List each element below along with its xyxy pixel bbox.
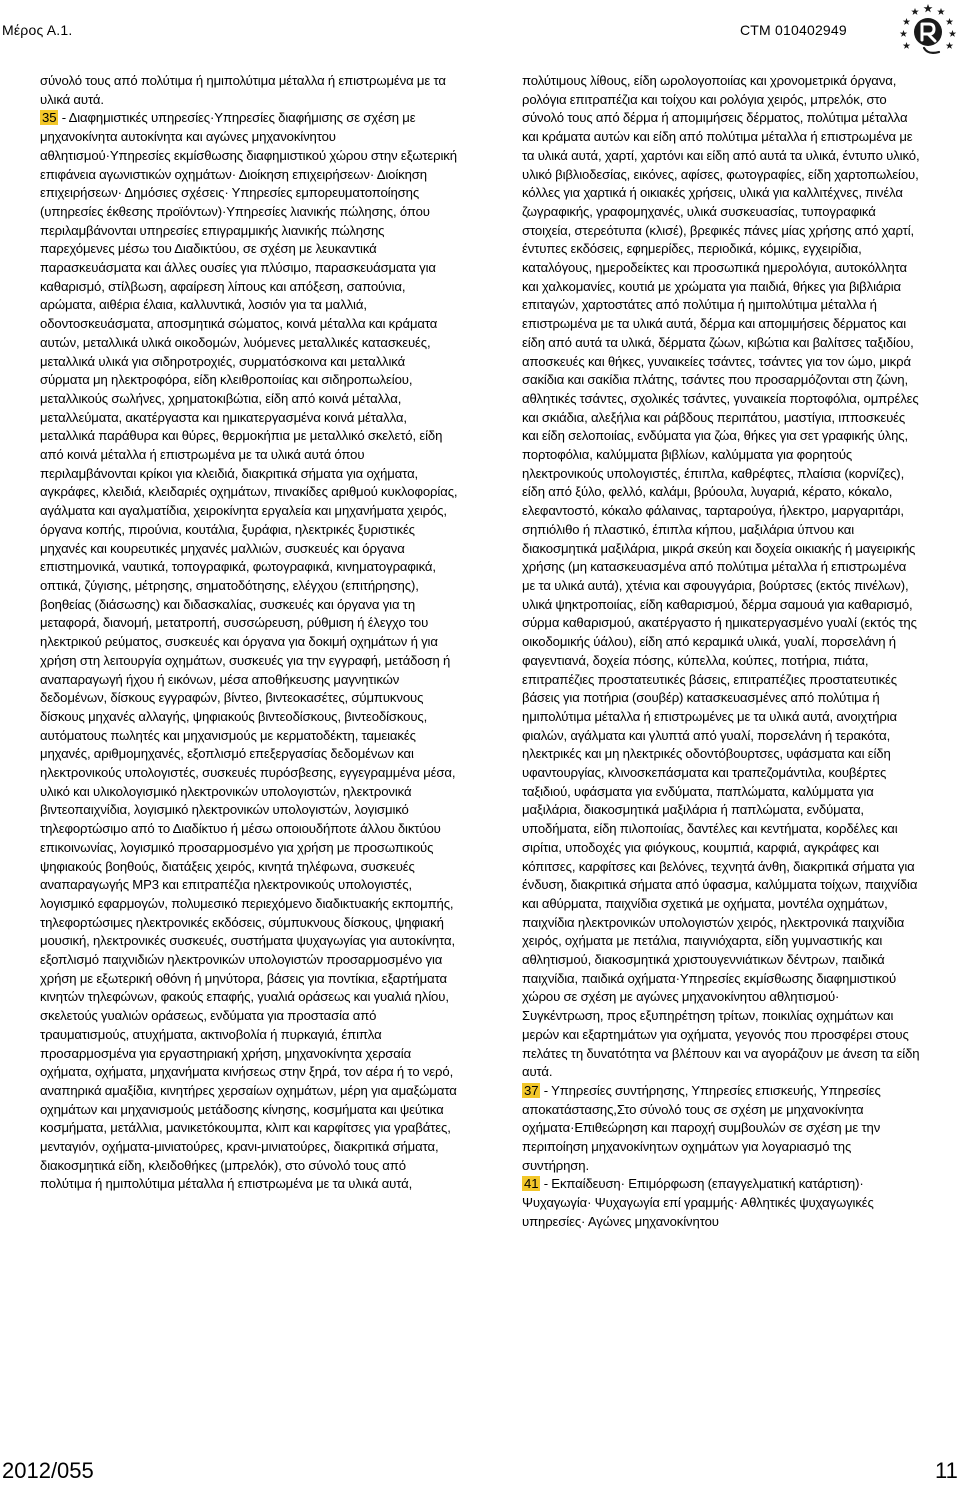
paragraph-class-37	[522, 1082, 920, 1176]
class-35-text: - Διαφημιστικές υπηρεσίες·Υπηρεσίες διαφήμισης σε σχέση με μηχανοκίνητα αυτοκίνητα και αγώνες μηχανοκίνητου αθλητισμού·Υπηρεσίες εκμίσθωσης διαφημιστικού χώρου στην εξωτερική επιφάνεια αγωνιστικών οχημάτων· Διοίκηση επιχειρήσεων· Διοίκηση επιχειρήσεων· Δημόσιες σχέσεις· Υπηρεσίες εμπορευματοποίησης (υπηρεσίες έκθεσης προϊόντων)·Υπηρεσίες λιανικής πώλησης, όπου περιλαμβάνονται υπηρεσίες επιγραμμικής λιανικής πώλησης παρεχόμενες μέσω του Διαδικτύου, σε σχέση με λευκαντικά παρασκευάσματα και άλλες ουσίες για πλύσιμο, παρασκευάσματα για καθαρισμό, στίλβωση, αφαίρεση λίπους και απόξεση, σαπούνια, αρώματα, αιθέρια έλαια, καλλυντικά, λοσιόν για τα μαλλιά, οδοντοσκευάσματα, αποσμητικά σώματος, κοινά μέταλλα και κράματα αυτών, μεταλλικά υλικά οικοδομών, λυόμενες μεταλλικές κατασκευές, μεταλλικά υλικά για σιδηροτροχιές, συρματόσκοινα και μεταλλικά σύρματα μη ηλεκτροφόρα, είδη κλειθροποιίας και σιδηροπωλείου, μεταλλικούς σωλήνες, χρηματοκιβώτια, είδη από κοινά μέταλλα, μεταλλεύματα, ακατέργαστα και ημικατεργασμένα κοινά μέταλλα, μεταλλικά παράθυρα και θύρες, θερμοκήπια με μεταλλικό σκελετό, είδη από κοινά μέταλλα ή επιστρωμένα με τα υλικά αυτά όπου περιλαμβάνονται κρίκοι για κλειδιά, διακριτικά σήματα για οχήματα, αγκράφες, κλειδιά, κλειδαριές οχημάτων, πινακίδες αριθμού κυκλοφορίας, αγάλματα και αγαλματίδια, χειροκίνητα εργαλεία και μηχανήματα χειρός, όργανα κοπής, πιρούνια, κουτάλια, ξυράφια, ηλεκτρικές ξυριστικές μηχανές και κουρευτικές μηχανές μαλλιών, συσκευές και όργανα επιστημονικά, ναυτικά, τοπογραφικά, φωτογραφικά, κινηματογραφικά, οπτικά, ζύγισης, μέτρησης, σηματοδότησης, ελέγχου (επιτήρησης), βοηθείας (διάσωσης) και διδασκαλίας, συσκευές και όργανα για τη μεταφορά, διανομή, μετατροπή, συσσώρευση, ρύθμιση ή έλεγχο του ηλεκτρικού ρεύματος, συσκευές και όργανα για δοκιμή οχημάτων ή για χρήση στη λειτουργία οχημάτων, συσκευές για την εγγραφή, μετάδοση ή αναπαραγωγή ήχου ή εικόνων, μέσα αποθήκευσης μαγνητικών δεδομένων, δίσκους εγγραφών, βίντεο, βιντεοκασέτες, σύμπυκνους δίσκους μηχανές αλλαγής, ψηφιακούς βιντεοδίσκους, βιντεοδίσκους, αυτόματους πωλητές και μηχανισμούς με κερματοδέκτη, ταμειακές μηχανές, αριθμομηχανές, εξοπλισμό επεξεργασίας δεδομένων και ηλεκτρονικούς υπολογιστές, συσκευές πυρόσβεσης, εγγεγραμμένα μέσα, υλικό και υλικολογισμικό ηλεκτρονικών υπολογιστών, ηλεκτρονικά βιντεοπαιχνίδια, λογισμικό ηλεκτρονικών υπολογιστών, λογισμικό τηλεφορτώσιμο από το Διαδίκτυο ή μέσω οποιουδήποτε άλλου δικτύου επικοινωνίας, λογισμικό προσαρμοσμένο για χρήση με προσωπικούς ψηφιακούς βοηθούς, διατάξεις χειρός, κινητά τηλέφωνα, συσκευές αναπαραγωγής MP3 και επιτραπέζια ηλεκτρονικούς υπολογιστές, λογισμικό εφαρμογών, πολυμεσικό περιεχόμενο διαδικτυακής εκπομπής, τηλεφορτώσιμες ηλεκτρονικές εκδόσεις, σύμπυκνους δίσκους, ψηφιακή μουσική, ηλεκτρονικές συσκευές, συστήματα ψυχαγωγίας για αυτοκίνητα, εξοπλισμό παιχνιδιών ηλεκτρονικών υπολογιστών προσαρμοσμένο για χρήση με εξωτερική οθόνη ή μηνύτορα, βάσεις για ποντίκια, εξαρτήματα κινητών τηλεφώνων, φακούς επαφής, γυαλιά οράσεως και γυαλιά ηλίου, σκελετούς γυαλιών οράσεως, ενδύματα για προστασία από τραυματισμούς, ατυχήματα, ακτινοβολία ή πυρκαγιά, έπιπλα προσαρμοσμένα για εργαστηριακή χρήση, μηχανοκίνητα χερσαία οχήματα, οχήματα, μηχανήματα κινήσεως στην ξηρά, τον αέρα ή το νερό, αναπηρικά αμαξίδια, κινητήρες χερσαίων οχημάτων, μέρη για αμαξώματα οχημάτων και μηχανισμούς μετάδοσης κίνησης, κοσμήματα και ψεύτικα κοσμήματα, μετάλλια, μανικετόκουμπα, κλιπ και καρφίτσες για γραβάτες, μενταγιόν, οχήματα-μινιατούρες, κρανι-μινιατούρες, διακριτικά σήματα, διακοσμητικά είδη, κλειδοθήκες (μπρελόκ), στο σύνολό τους από πολύτιμα ή ημιπολύτιμα μέταλλα ή επιστρωμένα με τα υλικά αυτά,	[40, 110, 458, 1192]
left-column	[40, 72, 458, 1194]
class-number-41: 41	[524, 1176, 539, 1192]
paragraph-continuation	[522, 72, 920, 1082]
continuation-text: πολύτιμους λίθους, είδη ωρολογοποιίας και χρονομετρικά όργανα, ρολόγια επιτραπέζια και τοίχου και ρολόγια χειρός, μπρελόκ, στο σύνολό τους από δέρμα ή απομιμήσεις δέρματος, πολύτιμα μέταλλα και κράματα αυτών και είδη από πολύτιμα μέταλλα ή επιστρωμένα με τα υλικά αυτά, χαρτί, χαρτόνι και είδη από αυτά τα υλικά, έντυπο υλικό, υλικό βιβλιοδεσίας, εικόνες, αφίσες, φωτογραφίες, είδη χαρτοπωλείου, κόλλες για χαρτικά ή οικιακές χρήσεις, υλικά για καλλιτέχνες, πινέλα ζωγραφικής, γραφομηχανές, υλικά συσκευασίας, τυπογραφικά στοιχεία, στερεότυπα (κλισέ), βρεφικές πάνες μίας χρήσης από χαρτί, έντυπες εκδόσεις, εφημερίδες, περιοδικά, κόμικς, εγχειρίδια, καταλόγους, ημεροδείκτες και προσωπικά ημερολόγια, αυτοκόλλητα και χαλκομανίες, κουτιά με χρώματα για παιδιά, θήκες για βιβλιάρια επιταγών, χαρτοστάτες από πολύτιμα ή ημιπολύτιμα μέταλλα ή επιστρωμένα με τα υλικά αυτά, δέρμα και απομιμήσεις δέρματος και είδη από αυτά τα υλικά, δέρματα ζώων, κιβώτια και βαλίτσες ταξιδίου, αποσκευές και θήκες, γυναικείες τσάντες, τσάντες για τον ώμο, μικρά σακίδια και σακίδια πλάτης, τσάντες που προσαρμόζονται στη ζώνη, αθλητικές τσάντες, σχολικές τσάντες, γυναικεία πορτοφόλια, ομπρέλες και σκιάδια, αλεξήλια και ράβδους περιπάτου, μαστίγια, ιπποσκευές και είδη σελοποιίας, ενδύματα για ζώα, θήκες για σετ γραφικής ύλης, πορτοφόλια, καλύμματα βιβλίων, καλύμματα για φορητούς ηλεκτρονικούς υπολογιστές, έπιπλα, καθρέφτες, πλαίσια (κορνίζες), είδη από ξύλο, φελλό, καλάμι, βρύουλα, λυγαριά, κέρατο, κόκαλο, ελεφαντοστό, κόκαλο φάλαινας, ταρταρούγα, ήλεκτρο, μαργαριτάρι, σηπιόλιθο ή πλαστικό, έπιπλα κήπου, μαξιλάρια ύπνου και διακοσμητικά μαξιλάρια, μικρά σκεύη και δοχεία οικιακής ή μαγειρικής χρήσης (μη κατασκευασμένα από πολύτιμα μέταλλα ή επιστρωμένα με τα υλικά αυτά), χτένια και σφουγγάρια, βούρτσες (εκτός πινέλων), υλικά ψηκτροποιίας, είδη καθαρισμού, δέρμα σαμουά για καθαρισμό, σύρμα καθαρισμού, ακατέργαστο ή ημικατεργασμένο γυαλί (εκτός της οικοδομικής ύάλου), είδη από κεραμικά υλικά, γυαλί, πορσελάνη ή φαγεντιανά, δοχεία πόσης, κύπελλα, κούπες, ποτήρια, πιάτα, επιτραπέζιες προστατευτικές βάσεις, επιτραπέζιες προστατευτικές βάσεις για ποτήρια (σουβέρ) κατασκευασμένες από πολύτιμα ή ημιπολύτιμα μέταλλα ή επιστρωμένες με τα υλικά αυτά, ανοιχτήρια φιαλών, αγάλματα και γλυπτά από γυαλί, πορσελάνη ή τερακότα, ηλεκτρικές και μη ηλεκτρικές οδοντόβουρτσες, υφάσματα και είδη υφαντουργίας, κλινοσκεπάσματα και τραπεζομάντιλα, κουβέρτες ταξιδιού, υφάσματα για ενδύματα, παπλώματα, καλύμματα για μαξιλάρια, διακοσμητικά μαξιλάρια ή παπλώματα, ενδύματα, υποδήματα, είδη πιλοποιίας, δαντέλες και κεντήματα, κορδέλες και σιρίτια, υποδοχές για φιόγκους, κουμπιά, καρφιά, αγκράφες και κόπιτσες, καρφίτσες και βελόνες, τεχνητά άνθη, διακριτικά σήματα για ένδυση, διακριτικά σήματα από ύφασμα, καλύμματα τοίχων, παιχνίδια και αθύρματα, παιχνίδια σχετικά με οχήματα, μοντέλα οχημάτων, παιχνίδια ηλεκτρονικών υπολογιστών χειρός, ηλεκτρονικά παιχνίδια χειρός, οχήματα με πετάλια, παιγνιόχαρτα, είδη γυμναστικής και αθλητισμού, διακοσμητικά χριστουγεννιάτικων δέντρων, παιδικά παιχνίδια, παιδικά οχήματα·Υπηρεσίες εκμίσθωσης διαφημιστικού χώρου σε σχέση με αγώνες μηχανοκίνητου αθλητισμού· Συγκέντρωση, προς εξυπηρέτηση τρίτων, ποικιλίας οχημάτων και μερών και εξαρτημάτων για οχήματα, γεγονός που προσφέρει στους πελάτες τη δυνατότητα να βλέπουν και να αγοράζουν με άνεση τα είδη αυτά.	[522, 73, 920, 1080]
class-37-text: - Υπηρεσίες συντήρησης, Υπηρεσίες επισκευής, Υπηρεσίες αποκατάστασης,Στο σύνολό τους σε σχέση με μηχανοκίνητα οχήματα·Επιθεώρηση και παροχή συμβουλών σε σχέση με την περιποίηση μηχανοκίνητων οχημάτων για λογαριασμό της συντήρηση.	[522, 1082, 881, 1173]
right-column	[522, 72, 920, 1232]
intro-text: σύνολό τους από πολύτιμα ή ημιπολύτιμα μέταλλα ή επιστρωμένα με τα υλικά αυτά.	[40, 73, 446, 107]
class-41-text: - Εκπαίδευση· Επιμόρφωση (επαγγελματική κατάρτιση)· Ψυχαγωγία· Ψυχαγωγία επί γραμμής· Αθλητικές ψυχαγωγικές υπηρεσίες· Αγώνες μηχανοκίνητου	[522, 1176, 874, 1229]
ctm-number: CTM 010402949	[740, 22, 847, 38]
section-label: Μέρος Α.1.	[2, 22, 73, 38]
issue-number: 2012/055	[2, 1458, 94, 1483]
page-number: 11	[935, 1458, 958, 1483]
paragraph-class-41	[522, 1175, 920, 1231]
paragraph-intro	[40, 72, 458, 109]
eu-stars-office-logo-icon	[898, 3, 958, 59]
class-number-37: 37	[524, 1082, 539, 1098]
class-number-35: 35	[42, 110, 57, 126]
paragraph-class-35	[40, 109, 458, 1194]
